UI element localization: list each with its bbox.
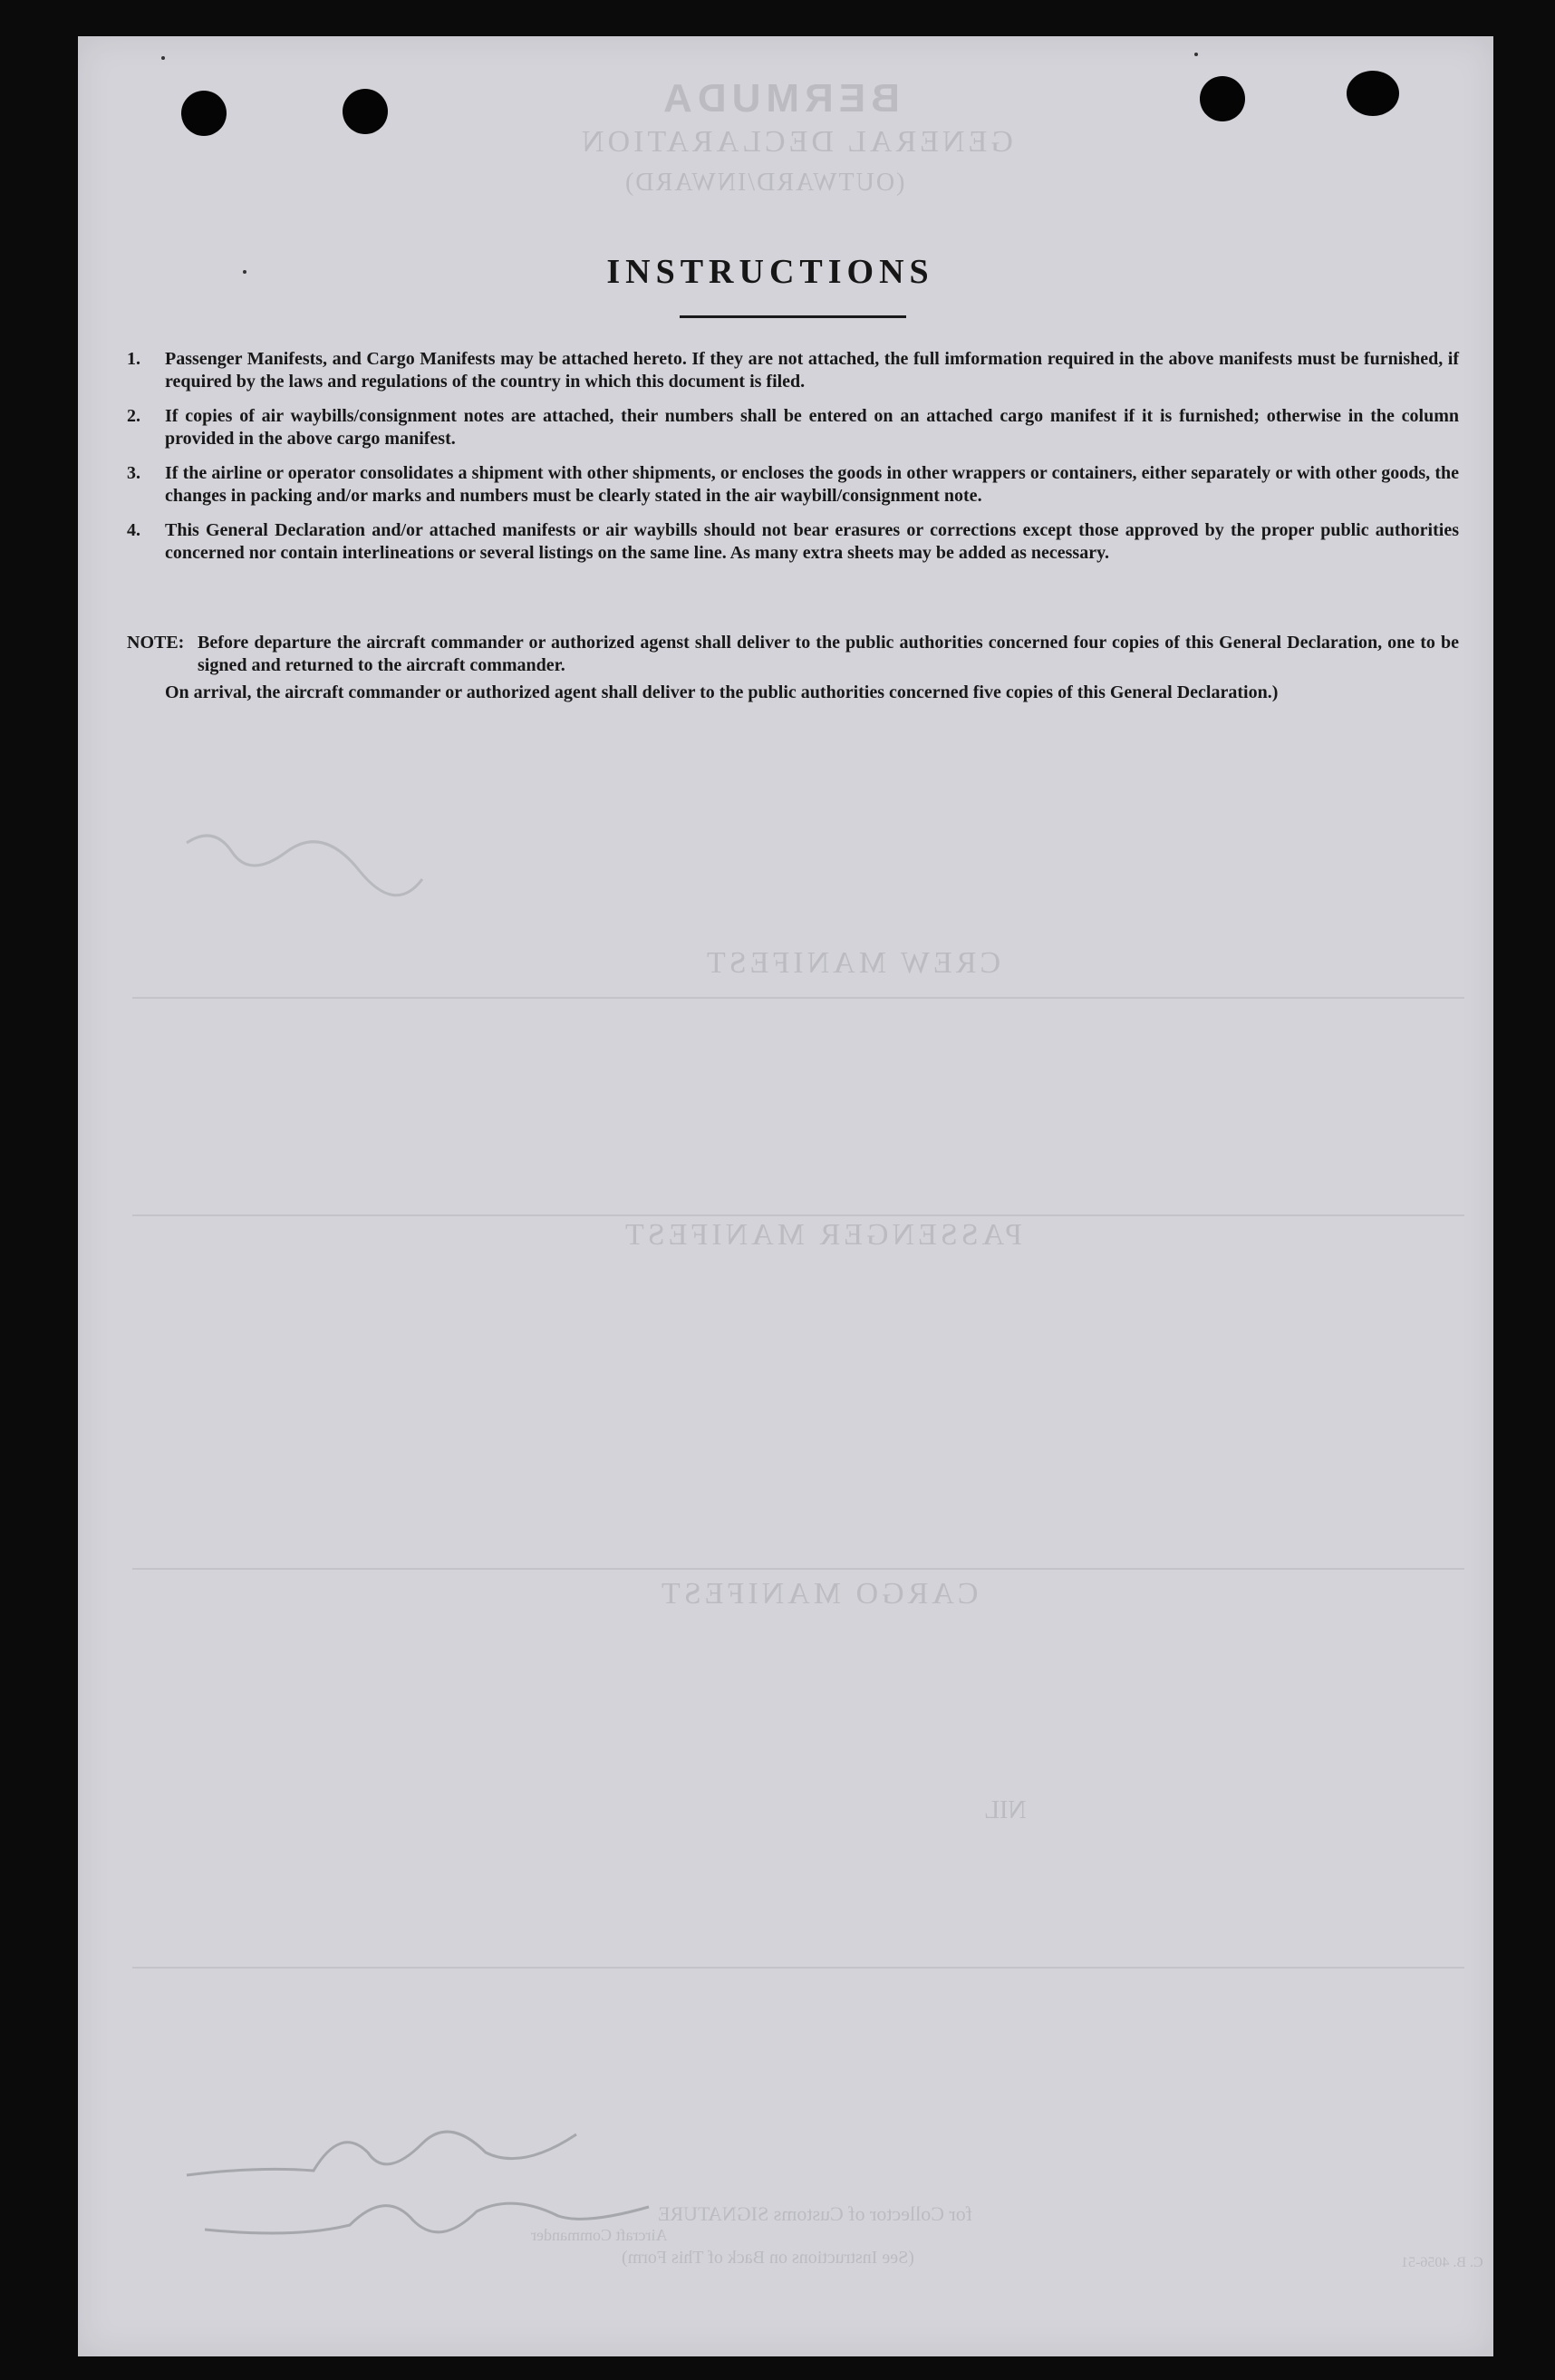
bleed-rule (132, 997, 1464, 999)
instruction-number: 2. (127, 406, 140, 426)
bleed-through-subtitle2: (OUTWARD/INWARD) (623, 169, 905, 197)
instruction-item (127, 519, 1459, 565)
instruction-number: 3. (127, 463, 140, 483)
bleed-through-signature-1 (178, 2112, 649, 2202)
punch-hole-1 (181, 91, 227, 136)
note-label: NOTE: (127, 633, 185, 653)
bleed-through-passenger-manifest: PASSENGER MANIFEST (622, 1218, 1022, 1252)
bleed-through-see-instructions: (See Instructions on Back of This Form) (622, 2248, 914, 2268)
instruction-item (127, 405, 1459, 450)
bleed-through-aircraft-commander: Aircraft Commander (531, 2226, 668, 2244)
note-row (127, 632, 1459, 677)
bleed-through-customs-signature: for Collector of Customs SIGNATURE (658, 2202, 973, 2225)
punch-hole-3 (1200, 76, 1245, 121)
bleed-rule (132, 1967, 1464, 1969)
bleed-through-nil: NIL (984, 1796, 1027, 1824)
note-text: Before departure the aircraft commander or authorized agenst shall deliver to the public authorities concerned four copies of this General Declaration, one to be signed and returned to the aircraft commander. (198, 633, 1459, 675)
instruction-text: If copies of air waybills/consignment notes are attached, their numbers shall be entered on an attached cargo manifest if it is furnished; otherwise in the column provided in the above cargo manifest. (165, 406, 1459, 449)
note-text-arrival: On arrival, the aircraft commander or authorized agent shall deliver to the public authorities concerned five copies of this General Declaration.) (165, 682, 1279, 702)
instructions-list (127, 348, 1459, 576)
bleed-rule (132, 1568, 1464, 1570)
bleed-through-form-number: C. B. 4056-51 (1401, 2255, 1483, 2270)
instructions-heading: INSTRUCTIONS (606, 253, 934, 291)
instruction-number: 1. (127, 349, 140, 369)
note-block (127, 632, 1459, 704)
instruction-item (127, 348, 1459, 393)
speck (1194, 53, 1198, 56)
bleed-rule (132, 1214, 1464, 1216)
instruction-text: This General Declaration and/or attached manifests or air waybills should not bear erasures or corrections except those approved by the proper public authorities concerned nor contain interlineations or several listings on the same line. As many extra sheets may be added as necessary. (165, 520, 1459, 563)
punch-hole-2 (343, 89, 388, 134)
instruction-text: Passenger Manifests, and Cargo Manifests may be attached hereto. If they are not attached, the full imformation required in the above manifests must be furnished, if required by the laws and regulations of the country in which this document is filed. (165, 349, 1459, 392)
bleed-through-subtitle: GENERAL DECLARATION (578, 125, 1013, 159)
instruction-number: 4. (127, 520, 140, 540)
bleed-through-signature-2 (196, 2193, 685, 2275)
bleed-through-title: BERMUDA (658, 76, 900, 121)
bleed-through-crew-manifest: CREW MANIFEST (703, 946, 1001, 980)
instruction-text: If the airline or operator consolidates a shipment with other shipments, or encloses the goods in other wrappers or containers, either separately or with other goods, the changes in packing and/or marks and numbers must be clearly stated in the air waybill/consignment note. (165, 463, 1459, 506)
punch-hole-4 (1347, 71, 1399, 116)
instruction-item (127, 462, 1459, 508)
bleed-through-cargo-manifest: CARGO MANIFEST (658, 1577, 979, 1611)
bleed-through-handwriting (169, 807, 513, 915)
speck (161, 56, 165, 60)
heading-underline (680, 315, 906, 318)
